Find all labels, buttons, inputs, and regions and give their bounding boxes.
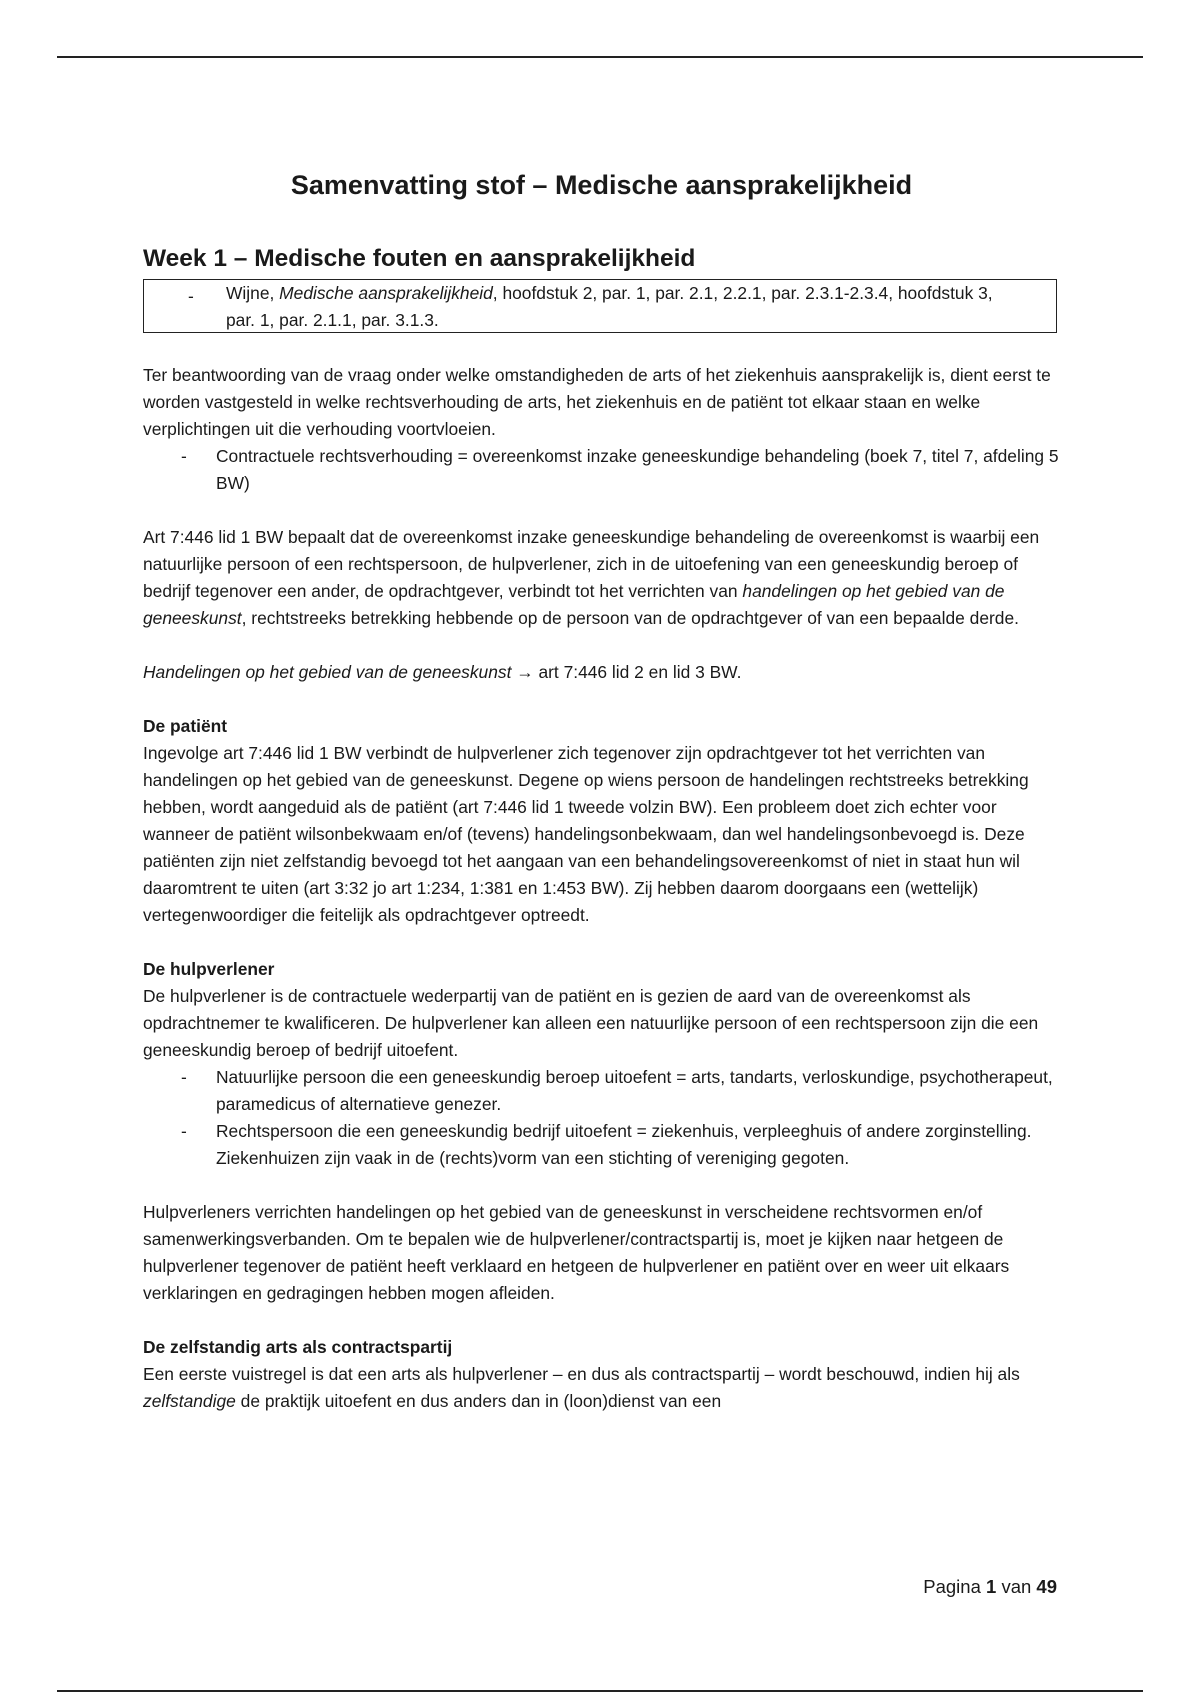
list-item-text: Rechtspersoon die een geneeskundig bedrijf uitoefent = ziekenhuis, verpleeghuis of andere zorginstelling. Ziekenhuizen zijn vaak in de (rechts)vorm van een stichting of vereniging gegoten. [216,1121,1032,1168]
list-item [143,443,1060,497]
reading-reference [226,280,1026,333]
document-title: Samenvatting stof – Medische aansprakelijkheid [290,170,913,200]
document-body [143,362,1060,1415]
hulpverlener-paragraph: De hulpverlener is de contractuele wederpartij van de patiënt en is gezien de aard van de overeenkomst als opdrachtnemer te kwalificeren. De hulpverlener kan alleen een natuurlijke persoon of een rechtspersoon zijn die een geneeskundig beroep of bedrijf uitoefent. [143,986,1039,1060]
bullet-dash: - [181,446,187,466]
list-item-text: Natuurlijke persoon die een geneeskundig beroep uitoefent = arts, tandarts, verloskundige, psychotherapeut, paramedicus of alternatieve genezer. [216,1067,1053,1114]
handelingen-paragraph [143,659,1060,686]
current-page-number: 1 [986,1576,997,1597]
reading-list-box [143,279,1057,333]
bullet-dash: - [181,1067,187,1087]
reading-author: Wijne, [226,283,280,303]
reading-book-title: Medische aansprakelijkheid [279,283,493,303]
page-label: Pagina [923,1576,981,1597]
handelingen-reference: → art 7:446 lid 2 en lid 3 BW. [511,662,742,682]
footer-rule [57,1690,1143,1692]
article-italic: handelingen op het gebied van de geneeskunst [143,581,1005,628]
list-item-text: Contractuele rechtsverhouding = overeenkomst inzake geneeskundige behandeling (boek 7, titel 7, afdeling 5 BW) [216,446,1059,493]
list-item [143,1064,1060,1118]
zelf-text-1: Een eerste vuistregel is dat een arts als hulpverlener – en dus als contractspartij – wordt beschouwd, indien hij als [143,1364,1020,1384]
bullet-dash: - [181,1121,187,1141]
article-paragraph [143,524,1060,632]
bullet-dash: - [188,286,194,306]
patient-paragraph: Ingevolge art 7:446 lid 1 BW verbindt de hulpverlener zich tegenover zijn opdrachtgever tot het verrichten van handelingen op het gebied van de geneeskunst. Degene op wiens persoon de handelingen rechtstreeks betrekking hebben, wordt aangeduid als de patiënt (art 7:446 lid 1 tweede volzin BW). Een probleem doet zich echter voor wanneer de patiënt wilsonbekwaam en/of (tevens) handelingsonbekwaam, dan wel handelingsonbevoegd is. Deze patiënten zijn niet zelfstandig bevoegd tot het aangaan van een behandelingsovereenkomst of niet in staat hun wil daaromtrent te uiten (art 3:32 jo art 1:234, 1:381 en 1:453 BW). Zij hebben daarom doorgaans een (wettelijk) vertegenwoordiger die feitelijk als opdrachtgever optreedt. [143,743,1029,925]
section-heading-patient: De patiënt [143,716,228,736]
section-heading-hulpverlener: De hulpverlener [143,959,275,979]
zelfstandig-arts-paragraph [143,1361,1060,1415]
week-heading: Week 1 – Medische fouten en aansprakelijkheid [143,245,696,272]
page-of-label: van [1001,1576,1032,1597]
article-text-1: Art 7:446 lid 1 BW bepaalt dat de overeenkomst inzake geneeskundige behandeling de overeenkomst is waarbij een natuurlijke persoon of een rechtspersoon, de hulpverlener, zich in de uitoefening van een geneeskundig beroep of bedrijf tegenover een ander, de opdrachtgever, verbindt tot het verrichten van [143,527,1040,601]
article-text-2: , rechtstreeks betrekking hebbende op de persoon van de opdrachtgever of van een bepaalde derde. [241,608,1019,628]
reading-chapters: , hoofdstuk 2, par. 1, par. 2.1, 2.2.1, par. 2.3.1-2.3.4, hoofdstuk 3, par. 1, par. 2.1.1, par. 3.1.3. [226,283,993,330]
list-item [143,1118,1060,1172]
section-heading-zelfstandig-arts: De zelfstandig arts als contractspartij [143,1337,453,1357]
page-indicator [923,1576,1057,1598]
handelingen-italic: Handelingen op het gebied van de geneeskunst [143,662,512,682]
header-rule [57,56,1143,58]
zelf-italic: zelfstandige [143,1391,236,1411]
zelf-text-2: de praktijk uitoefent en dus anders dan in (loon)dienst van een [235,1391,722,1411]
intro-paragraph: Ter beantwoording van de vraag onder welke omstandigheden de arts of het ziekenhuis aansprakelijk is, dient eerst te worden vastgesteld in welke rechtsverhouding de arts, het ziekenhuis en de patiënt tot elkaar staan en welke verplichtingen uit die verhouding voortvloeien. [143,365,1051,439]
hulpverleners-paragraph: Hulpverleners verrichten handelingen op het gebied van de geneeskunst in verscheidene rechtsvormen en/of samenwerkingsverbanden. Om te bepalen wie de hulpverlener/contractspartij is, moet je kijken naar hetgeen de hulpverlener tegenover de patiënt heeft verklaard en hetgeen de hulpverlener en patiënt over en weer uit elkaars verklaringen en gedragingen hebben mogen afleiden. [143,1202,1010,1303]
total-pages-number: 49 [1036,1576,1057,1597]
